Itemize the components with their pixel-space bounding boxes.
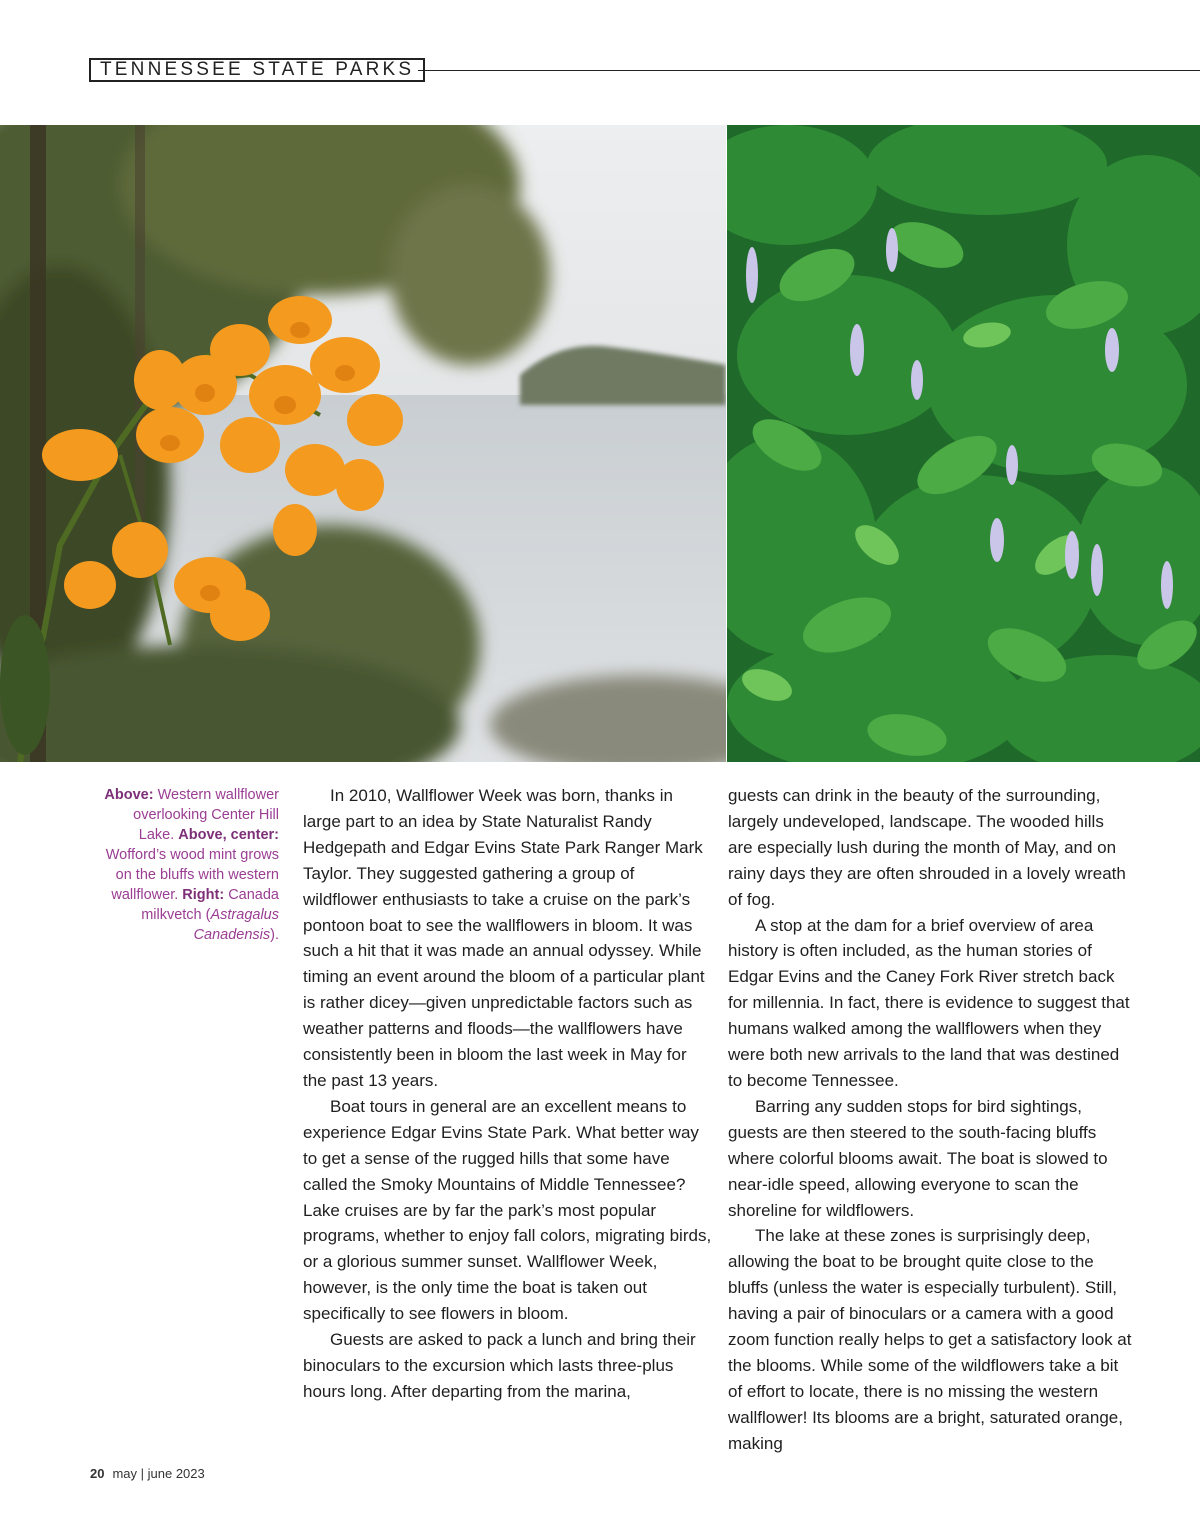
caption-above-label: Above: <box>104 787 154 803</box>
article-paragraph: A stop at the dam for a brief overview of area history is often included, as the human stories of Edgar Evins and the Caney Fork River stretch back for millennia. In fact, there is evidence to suggest that humans walked among the wallflowers when they were both new arrivals to the land that was destined to become Tennessee. <box>728 915 1130 1090</box>
section-label <box>89 58 425 82</box>
article-paragraph: Barring any sudden stops for bird sightings, guests are then steered to the south-facing bluffs where colorful blooms await. The boat is slowed to near-idle speed, allowing everyone to scan the shoreline for wildflowers. <box>728 1096 1108 1220</box>
article-paragraph: guests can drink in the beauty of the surrounding, largely undeveloped, landscape. The wooded hills are especially lush during the month of May, and on rainy days they are often shrouded in a lovely wreath of fog. <box>728 786 1126 909</box>
caption-center-text: Wofford’s wood mint grows on the bluffs with western wallflower. <box>105 847 279 903</box>
wallflower-photo <box>0 125 726 762</box>
caption-center-label: Above, center: <box>178 827 279 843</box>
caption-right-label: Right: <box>182 887 225 903</box>
article-paragraph: Guests are asked to pack a lunch and bring their binoculars to the excursion which lasts three-plus hours long. After departing from the marina, <box>303 1330 696 1401</box>
caption-above-text: Western wallflower overlooking Center Hill Lake. <box>133 787 279 843</box>
article-paragraph: The lake at these zones is surprisingly deep, allowing the boat to be brought quite close to the bluffs (unless the water is especially turbulent). Still, having a pair of binoculars or a camera with a good zoom function really helps to get a satisfactory look at the blooms. While some of the wildflowers take a bit of effort to locate, there is no missing the western wallflower! Its blooms are a bright, saturated orange, making <box>728 1226 1132 1453</box>
caption-species-name: Astragalus Canadensis <box>193 907 279 943</box>
page-folio <box>90 1466 205 1481</box>
wood-mint-photo-illustration <box>727 125 1200 762</box>
article-paragraph: Boat tours in general are an excellent means to experience Edgar Evins State Park. What better way to get a sense of the rugged hills that some have called the Smoky Mountains of Middle Tennessee? Lake cruises are by far the park’s most popular programs, whether to enjoy fall colors, migrating birds, or a glorious summer sunset. Wallflower Week, however, is the only time the boat is taken out specifically to see flowers in bloom. <box>303 1096 712 1324</box>
issue-date: may | june 2023 <box>112 1466 205 1481</box>
page-number: 20 <box>90 1466 105 1481</box>
section-label-text: TENNESSEE STATE PARKS <box>100 59 415 80</box>
article-paragraph: In 2010, Wallflower Week was born, thanks in large part to an idea by State Naturalist Randy Hedgepath and Edgar Evins State Park Ranger Mark Taylor. They suggested gathering a group of wildflower enthusiasts to take a cruise on the park’s pontoon boat to see the wallflowers in bloom. It was such a hit that it was made an annual odyssey. While timing an event around the bloom of a particular plant is rather dicey—given unpredictable factors such as weather patterns and floods—the wallflowers have consistently been in bloom the last week in May for the past 13 years. <box>303 786 705 1090</box>
wallflower-photo-illustration <box>0 125 726 762</box>
article-column-1 <box>303 783 713 1405</box>
caption-right-text: Canada milkvetch ( <box>141 887 279 923</box>
article-column-2 <box>728 783 1133 1457</box>
wood-mint-photo <box>727 125 1200 762</box>
photo-caption <box>100 785 279 945</box>
header-rule <box>418 70 1200 71</box>
caption-right-text-end: ). <box>270 927 279 943</box>
